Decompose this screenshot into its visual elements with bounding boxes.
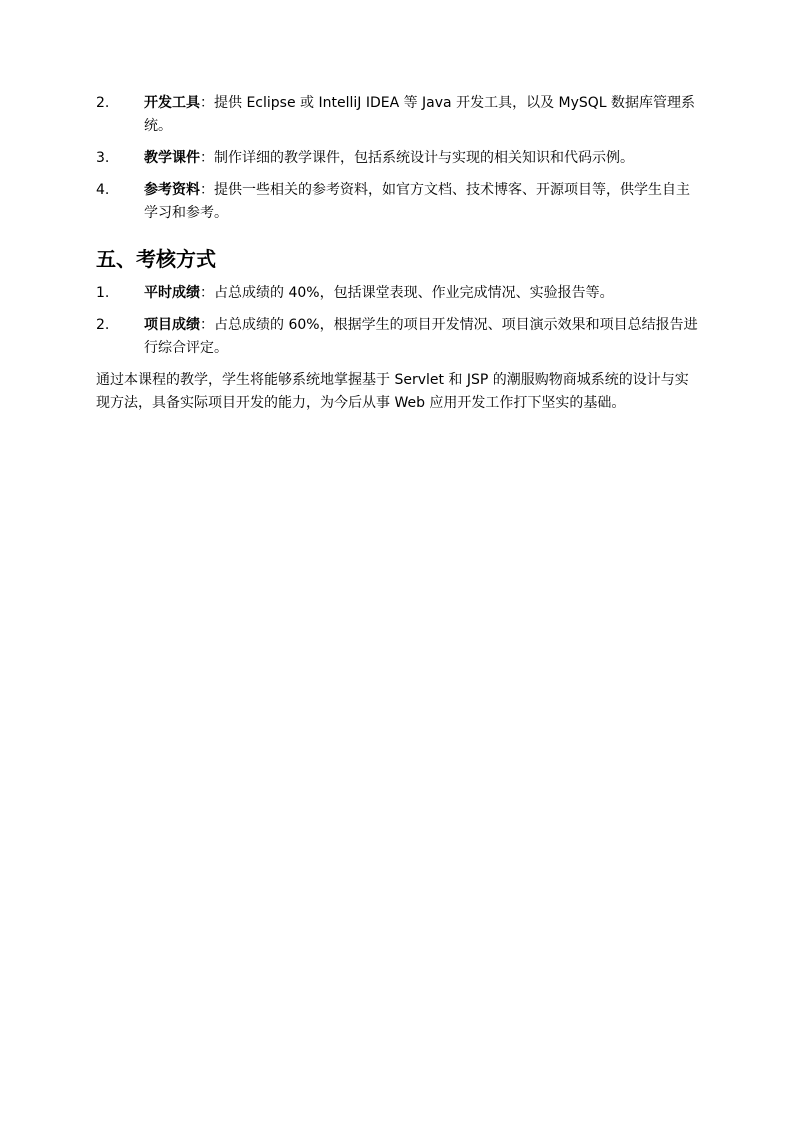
list-item-separator: ： — [200, 150, 214, 166]
list-item-number: 3. — [96, 150, 110, 166]
list-item-separator: ： — [200, 317, 214, 333]
list-item-term: 教学课件 — [144, 150, 200, 166]
list-item-term: 平时成绩 — [144, 285, 200, 301]
conclusion-paragraph: 通过本课程的教学，学生将能够系统地掌握基于 Servlet 和 JSP 的潮服购物商城系统的设计与实现方法，具备实际项目开发的能力，为今后从事 Web 应用开发工作打下坚实的基础。 — [96, 372, 689, 411]
list-item-separator: ： — [200, 182, 214, 198]
list-item-term: 参考资料 — [144, 182, 200, 198]
list-item-number: 1. — [96, 285, 110, 301]
assessment-list — [96, 282, 702, 360]
list-item-text: 提供一些相关的参考资料，如官方文档、技术博客、开源项目等，供学生自主学习和参考。 — [144, 182, 690, 221]
list-item-term: 开发工具 — [144, 95, 200, 111]
list-item-text: 占总成绩的 60%，根据学生的项目开发情况、项目演示效果和项目总结报告进行综合评定。 — [144, 317, 698, 356]
list-item-text: 提供 Eclipse 或 IntelliJ IDEA 等 Java 开发工具，以及 MySQL 数据库管理系统。 — [144, 95, 696, 134]
document-page — [96, 92, 702, 415]
list-item-number: 4. — [96, 182, 110, 198]
list-item-courseware — [96, 147, 702, 170]
list-item-term: 项目成绩 — [144, 317, 200, 333]
resources-list — [96, 92, 702, 225]
list-item-references — [96, 179, 702, 225]
list-item-regular-grade — [96, 282, 702, 305]
list-item-number: 2. — [96, 317, 110, 333]
list-item-separator: ： — [200, 95, 214, 111]
list-item-number: 2. — [96, 95, 110, 111]
list-item-project-grade — [96, 314, 702, 360]
list-item-separator: ： — [200, 285, 214, 301]
list-item-dev-tools — [96, 92, 702, 138]
list-item-text: 制作详细的教学课件，包括系统设计与实现的相关知识和代码示例。 — [214, 150, 634, 166]
section-heading-assessment: 五、考核方式 — [96, 247, 216, 271]
list-item-text: 占总成绩的 40%，包括课堂表现、作业完成情况、实验报告等。 — [214, 285, 614, 301]
